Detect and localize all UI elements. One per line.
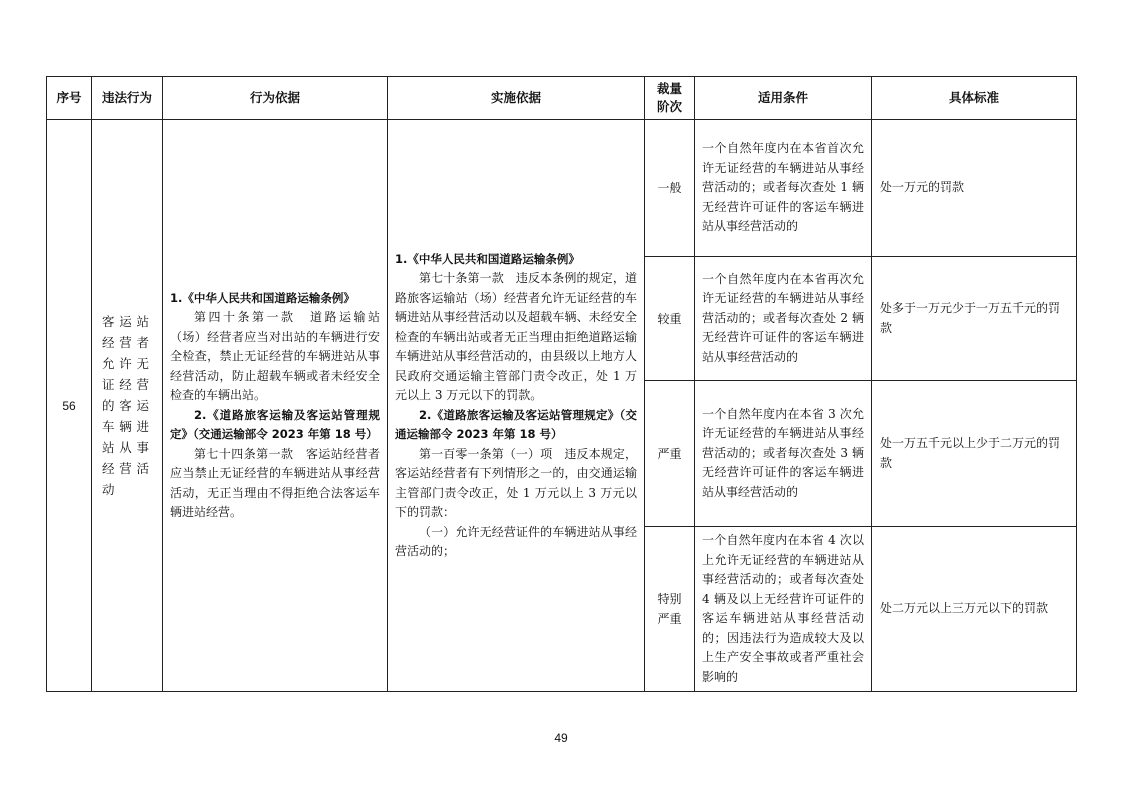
header-basis: 行为依据 (163, 77, 388, 120)
condition-cell-serious (695, 257, 872, 381)
violation-cell (92, 120, 163, 692)
header-seq: 序号 (47, 77, 92, 120)
standard-text: 处二万元以上三万元以下的罚款 (880, 601, 1049, 616)
standard-text: 处一万五千元以上少于二万元的罚款 (880, 436, 1061, 470)
level-label: 一般 (657, 181, 682, 195)
level-label: 严重 (657, 446, 682, 461)
basis-cell (163, 120, 388, 692)
header-standard: 具体标准 (872, 77, 1077, 120)
level-cell-severe (645, 381, 695, 527)
header-condition: 适用条件 (695, 77, 872, 120)
impl-law1-text: 第七十条第一款 违反本条例的规定，道路旅客运输站（场）经营者允许无证经营的车辆进站从事经营活动以及超载车辆、未经安全检查的车辆出站或者无正当理由拒绝道路运输车辆进站从事经营活动的，由县级以上地方人民政府交通运输主管部门责令改正，处 1 万元以上 3 万元以下的罚款。 (395, 271, 637, 402)
basis-law1-text: 第四十条第一款 道路运输站（场）经营者应当对出站的车辆进行安全检查，禁止无证经营的车辆进站从事经营活动，防止超载车辆或者未经安全检查的车辆出站。 (170, 310, 380, 402)
level-label-line2: 严重 (657, 612, 682, 626)
condition-cell-severe (695, 381, 872, 527)
level-cell-especially-severe (645, 527, 695, 692)
header-level-line1: 裁量 (656, 81, 682, 96)
header-row (47, 77, 1077, 120)
condition-text: 一个自然年度内在本省再次允许无证经营的车辆进站从事经营活动的；或者每次查处 2 辆无经营许可证件的客运车辆进站从事经营活动的 (702, 271, 864, 364)
page-number: 49 (554, 731, 568, 745)
level-cell-serious (645, 257, 695, 381)
standard-text: 处多于一万元少于一万五千元的罚款 (880, 301, 1061, 335)
header-level-line2: 阶次 (656, 99, 682, 114)
header-impl: 实施依据 (388, 77, 645, 120)
table-row (47, 120, 1077, 257)
condition-cell-especially-severe (695, 527, 872, 692)
standard-cell-serious (872, 257, 1077, 381)
seq-cell: 56 (47, 120, 92, 692)
condition-text: 一个自然年度内在本省首次允许无证经营的车辆进站从事经营活动的；或者每次查处 1 辆无经营许可证件的客运车辆进站从事经营活动的 (702, 141, 864, 234)
impl-law2-title: 2.《道路旅客运输及客运站管理规定》（交通运输部令 2023 年第 18 号） (395, 407, 637, 441)
impl-law1-title: 1.《中华人民共和国道路运输条例》 (395, 251, 580, 266)
basis-law2-text: 第七十四条第一款 客运站经营者应当禁止无证经营的车辆进站从事经营活动，无正当理由不得拒绝合法客运车辆进站经营。 (170, 446, 380, 519)
condition-text: 一个自然年度内在本省 4 次以上允许无证经营的车辆进站从事经营活动的；或者每次查处 4 辆及以上无经营许可证件的客运车辆进站从事经营活动的；因违法行为造成较大及以上生产安全事故或者严重社会影响的 (702, 533, 864, 684)
header-level (645, 77, 695, 120)
condition-cell-general (695, 120, 872, 257)
violation-text: 客运站经营者允许无证经营的客运车辆进站从事经营活动 (102, 314, 152, 497)
standard-cell-severe (872, 381, 1077, 527)
impl-law2-text: 第一百零一条第（一）项 违反本规定，客运站经营者有下列情形之一的，由交通运输主管部门责令改正，处 1 万元以上 3 万元以下的罚款： (395, 446, 637, 519)
level-label: 较重 (657, 311, 682, 326)
impl-cell (388, 120, 645, 692)
discretion-standard-table (46, 76, 1077, 692)
basis-law1-title: 1.《中华人民共和国道路运输条例》 (170, 290, 355, 305)
level-cell-general (645, 120, 695, 257)
basis-law2-title: 2.《道路旅客运输及客运站管理规定》（交通运输部令 2023 年第 18 号） (170, 407, 380, 441)
standard-text: 处一万元的罚款 (880, 180, 965, 195)
level-label-line1: 特别 (657, 592, 682, 606)
impl-law2-item: （一）允许无经营证件的车辆进站从事经营活动的； (395, 524, 637, 558)
standard-cell-especially-severe (872, 527, 1077, 692)
header-violation: 违法行为 (92, 77, 163, 120)
standard-cell-general (872, 120, 1077, 257)
condition-text: 一个自然年度内在本省 3 次允许无证经营的车辆进站从事经营活动的；或者每次查处 3 辆无经营许可证件的客运车辆进站从事经营活动的 (702, 406, 864, 499)
